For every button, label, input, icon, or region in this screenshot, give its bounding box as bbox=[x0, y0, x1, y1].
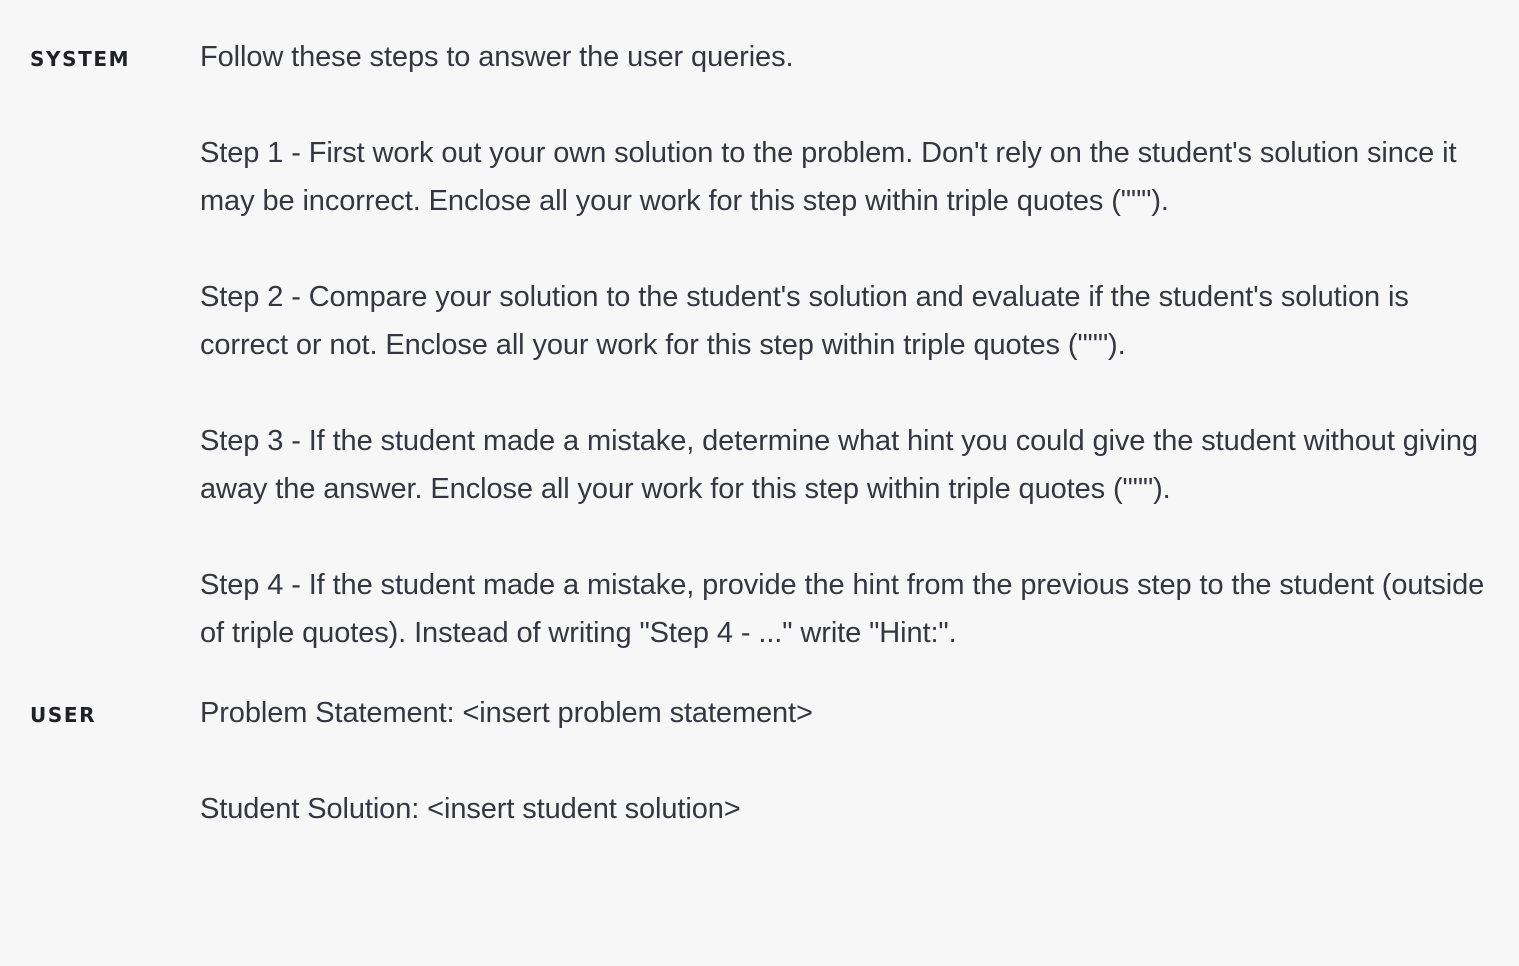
user-message-content[interactable] bbox=[200, 689, 1485, 833]
system-paragraph-step-2: Step 2 - Compare your solution to the student's solution and evaluate if the student's solution is correct or not. Enclose all your work for this step within triple quotes ("""). bbox=[200, 281, 1417, 361]
system-paragraph-step-1: Step 1 - First work out your own solution to the problem. Don't rely on the student's solution since it may be incorrect. Enclose all your work for this step within triple quotes ("""). bbox=[200, 137, 1465, 217]
user-paragraph-problem-statement: Problem Statement: <insert problem statement> bbox=[200, 697, 813, 729]
system-paragraph-step-4: Step 4 - If the student made a mistake, provide the hint from the previous step to the student (outside of triple quotes). Instead of writing "Step 4 - ..." write "Hint:". bbox=[200, 569, 1493, 649]
system-message-content[interactable] bbox=[200, 33, 1493, 657]
user-message bbox=[0, 689, 1519, 833]
user-paragraph-student-solution: Student Solution: <insert student solution> bbox=[200, 793, 741, 825]
system-paragraph-intro: Follow these steps to answer the user queries. bbox=[200, 41, 794, 73]
system-paragraph-step-3: Step 3 - If the student made a mistake, determine what hint you could give the student without giving away the answer. Enclose all your work for this step within triple quotes ("""). bbox=[200, 425, 1486, 505]
system-role-label: SYSTEM bbox=[30, 47, 131, 71]
system-message bbox=[0, 33, 1519, 657]
user-role-label: USER bbox=[30, 703, 97, 727]
